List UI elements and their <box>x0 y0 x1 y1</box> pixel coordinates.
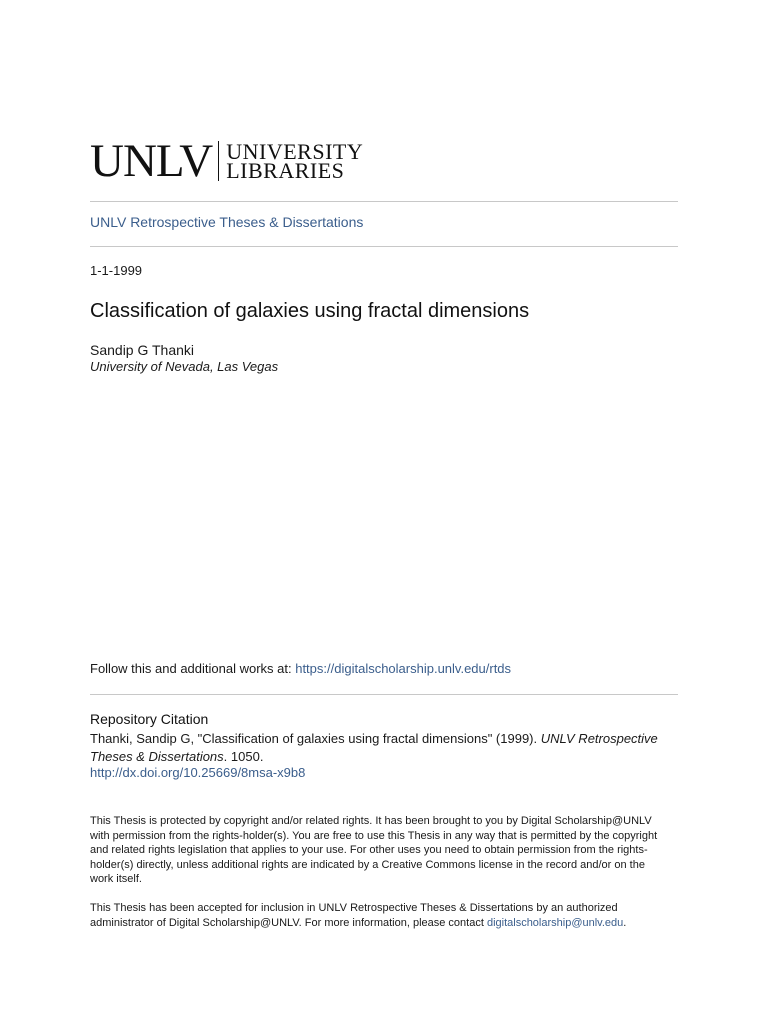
citation-heading: Repository Citation <box>90 711 209 727</box>
author-name: Sandip G Thanki <box>90 342 195 358</box>
doi-link[interactable]: http://dx.doi.org/10.25669/8msa-x9b8 <box>90 765 306 780</box>
inclusion-statement <box>90 901 670 930</box>
follow-line <box>90 661 511 677</box>
divider-citation <box>90 694 678 695</box>
unlv-libraries-logo <box>90 135 364 187</box>
logo-words <box>226 139 364 183</box>
inclusion-end: . <box>623 916 627 929</box>
citation-main: Thanki, Sandip G, "Classification of galaxies using fractal dimensions" (1999). <box>90 731 541 746</box>
inclusion-text: This Thesis has been accepted for inclusion in UNLV Retrospective Theses & Dissertations by an authorized administrator of Digital Scholarship@UNLV. For more information, please contact <box>90 902 618 929</box>
collection-link[interactable]: UNLV Retrospective Theses & Dissertations <box>90 214 364 230</box>
logo-line-2: LIBRARIES <box>226 158 345 183</box>
page-title: Classification of galaxies using fractal dimensions <box>90 300 530 322</box>
divider-top <box>90 201 678 202</box>
citation-text <box>90 730 680 766</box>
logo-mark: UNLV <box>90 135 213 187</box>
publication-date: 1-1-1999 <box>90 263 143 278</box>
rights-statement: This Thesis is protected by copyright and/or related rights. It has been brought to you by Digital Scholarship@UNLV with permission from the rights-holder(s). You are free to use this Thesis in any way that is permitted by the copyright and related rights legislation that applies to your use. For other uses you need to obtain permission from the rights-holder(s) directly, unless additional rights are indicated by a Creative Commons license in the record and/or on the work itself. <box>90 815 658 885</box>
repository-link[interactable]: https://digitalscholarship.unlv.edu/rtds <box>295 661 512 676</box>
logo-line-1: UNIVERSITY <box>226 139 364 164</box>
divider-collection <box>90 246 678 247</box>
logo-divider <box>218 141 219 181</box>
contact-email-link[interactable]: digitalscholarship@unlv.edu <box>486 916 624 929</box>
citation-journal: UNLV Retrospective Theses & Dissertations <box>90 731 658 764</box>
author-affiliation: University of Nevada, Las Vegas <box>90 359 279 374</box>
citation-number: . 1050. <box>223 749 264 764</box>
follow-text: Follow this and additional works at: <box>90 661 296 676</box>
